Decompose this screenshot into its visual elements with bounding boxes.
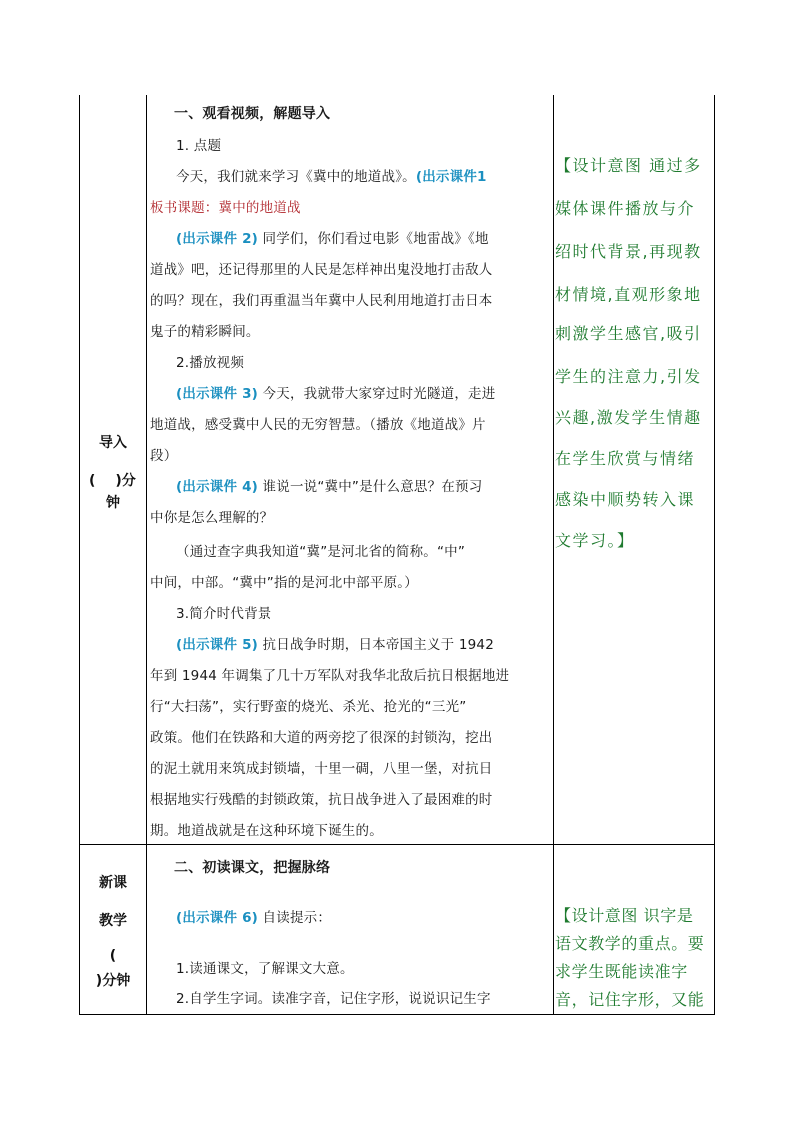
table-right-border xyxy=(714,95,715,1015)
table-bottom-border xyxy=(79,1014,715,1015)
paragraph-line: (出示课件 4) 谁说一说“冀中”是什么意思？在预习 xyxy=(176,479,483,495)
paragraph-line: 中你是怎么理解的？ xyxy=(150,510,274,526)
paragraph-line: 地道战，感受冀中人民的无穷智慧。（播放《地道战》片 xyxy=(150,417,486,433)
item-title-2: 2.播放视频 xyxy=(176,355,245,371)
design-intent-line: 求学生既能读准字 xyxy=(555,962,688,981)
step-line: 1.读通课文，了解课文大意。 xyxy=(176,961,354,977)
section-heading-2: 二、初读课文，把握脉络 xyxy=(174,860,331,876)
stage-label-new-lesson: 新课 xyxy=(99,875,127,891)
design-intent-line: 在学生欣赏与情绪 xyxy=(555,449,696,468)
board-title-line: 板书课题：冀中的地道战 xyxy=(150,200,301,216)
design-intent-line: 学生的注意力,引发 xyxy=(555,367,702,386)
design-intent-line: 绍时代背景,再现教 xyxy=(555,242,702,261)
courseware-tag: (出示课件 2) xyxy=(176,231,259,247)
paragraph-line: (出示课件 2) 同学们，你们看过电影《地雷战》《地 xyxy=(176,231,489,247)
courseware-tag: (出示课件 5) xyxy=(176,637,259,653)
design-intent-line: 材情境,直观形象地 xyxy=(555,285,702,304)
paragraph-line: 期。地道战就是在这种环境下诞生的。 xyxy=(150,823,383,839)
section-heading-1: 一、观看视频，解题导入 xyxy=(174,106,331,122)
item-title-3: 3.简介时代背景 xyxy=(176,606,272,622)
courseware-tag: (出示课件 3) xyxy=(176,386,259,402)
paragraph-line: 的吗？现在，我们再重温当年冀中人民利用地道打击日本 xyxy=(150,293,493,309)
stage-label-intro xyxy=(80,432,146,452)
stage-name: 导入 xyxy=(99,435,127,451)
paragraph-line: （通过查字典我知道“冀”是河北省的简称。“中” xyxy=(176,544,466,560)
design-intent-line: 【设计意图 通过多 xyxy=(555,156,702,175)
paragraph-line: 道战》吧，还记得那里的人民是怎样神出鬼没地打击敌人 xyxy=(150,262,493,278)
paragraph-line: (出示课件 6) 自读提示： xyxy=(176,910,332,926)
stage-time-open: ( xyxy=(109,948,117,964)
paragraph-line: 年到 1944 年调集了几十万军队对我华北敌后抗日根据地进 xyxy=(150,668,510,684)
design-intent-line: 刺激学生感官,吸引 xyxy=(555,324,702,343)
table-row-divider xyxy=(79,844,715,845)
paragraph-line: 鬼子的精彩瞬间。 xyxy=(150,324,260,340)
design-intent-line: 文学习。】 xyxy=(555,531,635,550)
paragraph-line: 段） xyxy=(150,448,178,464)
stage-time-intro: ( )分 xyxy=(89,473,136,489)
paragraph-line: 今天，我们就来学习《冀中的地道战》。(出示课件1 xyxy=(176,169,487,185)
item-title-1: 1. 点题 xyxy=(176,138,222,154)
step-line: 2.自学生字词。读准字音，记住字形，说说识记生字 xyxy=(176,991,491,1007)
paragraph-line: 根据地实行残酷的封锁政策，抗日战争进入了最困难的时 xyxy=(150,792,493,808)
paragraph-line: (出示课件 5) 抗日战争时期，日本帝国主义于 1942 xyxy=(176,637,494,653)
stage-time-tail-intro: 钟 xyxy=(106,495,120,511)
courseware-tag: (出示课件 4) xyxy=(176,479,259,495)
design-intent-line: 媒体课件播放与介 xyxy=(555,199,696,218)
design-intent-line: 兴趣,激发学生情趣 xyxy=(555,408,702,427)
design-intent-line: 音，记住字形，又能 xyxy=(555,990,705,1009)
paragraph-line: 行“大扫荡”，实行野蛮的烧光、杀光、抢光的“三光” xyxy=(150,699,467,715)
table-col-divider-1 xyxy=(146,95,147,1015)
stage-label-new-lesson-b: 教学 xyxy=(99,913,127,929)
paragraph-line: (出示课件 3) 今天，我就带大家穿过时光隧道，走进 xyxy=(176,386,496,402)
courseware-tag: (出示课件1 xyxy=(415,169,487,185)
design-intent-line: 语文教学的重点。要 xyxy=(555,934,705,953)
design-intent-line: 【设计意图 识字是 xyxy=(555,906,694,925)
paragraph-line: 中间，中部。“冀中”指的是河北中部平原。） xyxy=(150,575,418,591)
paragraph-line: 政策。他们在铁路和大道的两旁挖了很深的封锁沟，挖出 xyxy=(150,730,493,746)
paragraph-line: 的泥土就用来筑成封锁墙，十里一碉，八里一堡，对抗日 xyxy=(150,761,493,777)
design-intent-line: 感染中顺势转入课 xyxy=(555,490,696,509)
stage-time-close: )分钟 xyxy=(95,973,131,989)
courseware-tag: (出示课件 6) xyxy=(176,910,259,926)
